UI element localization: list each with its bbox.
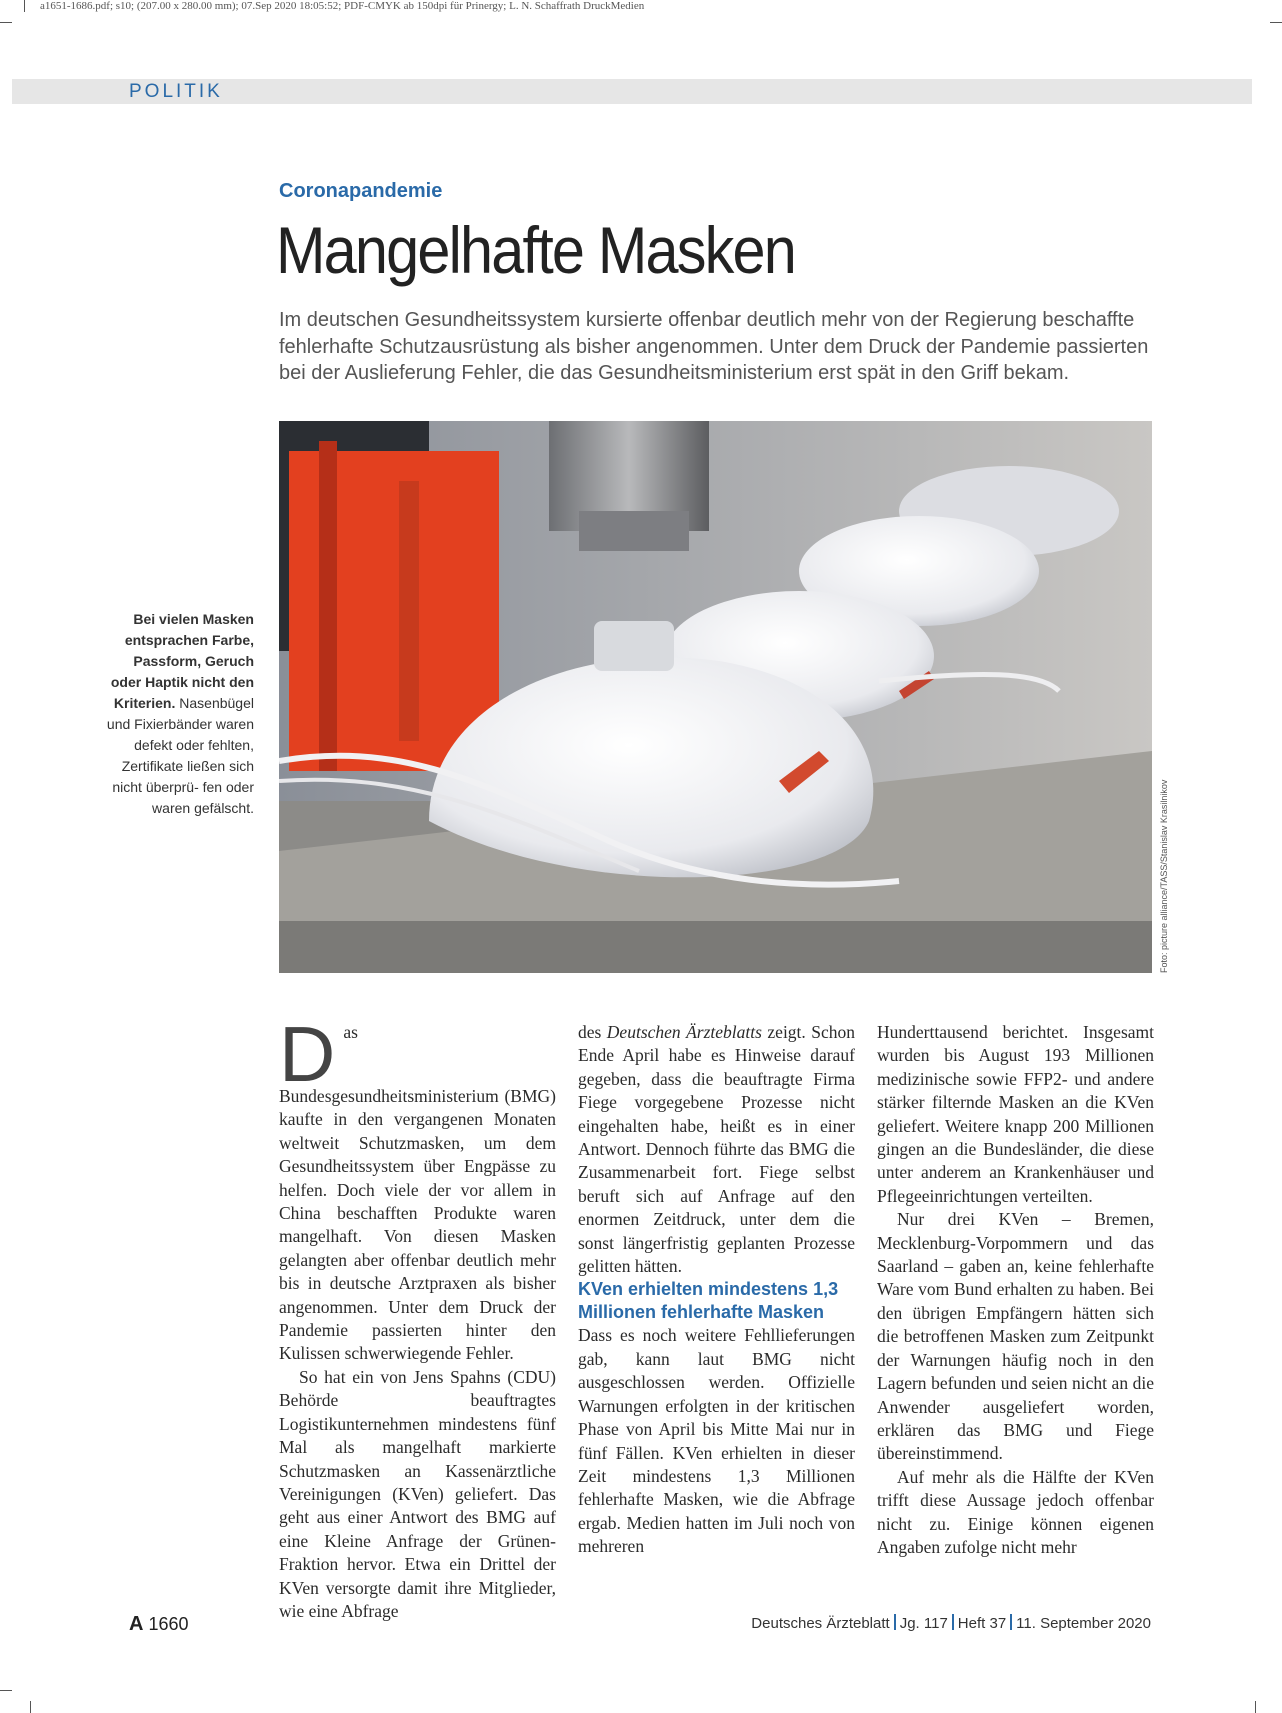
separator	[894, 1614, 896, 1630]
paragraph: Hunderttausend berichtet. Insgesamt wurden bis August 193 Millionen medizinische sowie FFP2- und andere stärker filternde Masken an die KVen geliefert. Weitere knapp 200 Millionen gingen an die Bundesländer, die diese unter anderem an Krankenhäuser und Pflegeeinrichtungen verteilten.	[877, 1022, 1154, 1206]
article-lead: Im deutschen Gesundheitssystem kursierte offenbar deutlich mehr von der Regierung beschaffte fehlerhafte Schutzausrüstung als bisher angenommen. Unter dem Druck der Pandemie passierten bei der Auslieferung Fehler, die das Gesundheitsministerium erst spät in den Griff bekam.	[279, 309, 1149, 384]
text-column-1	[279, 1010, 556, 1623]
drop-cap: D	[279, 1010, 336, 1098]
article-kicker: Coronapandemie	[279, 180, 443, 202]
paragraph	[578, 1021, 855, 1278]
section-label: POLITIK	[129, 81, 223, 102]
crop-mark	[0, 1690, 12, 1691]
issue-date: 11. September 2020	[1016, 1615, 1151, 1632]
footer-citation	[751, 1614, 1151, 1632]
page-number	[129, 1613, 189, 1636]
photo-caption	[100, 609, 254, 819]
volume: Jg. 117	[899, 1615, 948, 1632]
article-headline: Mangelhafte Masken	[276, 213, 796, 287]
paragraph-text: zeigt. Schon Ende April habe es Hinweise darauf gegeben, dass die beauftragte Firma Fiege vorgegebene Prozesse nicht eingehalten habe, heißt es in einer Antwort. Dennoch führte das BMG die Zusammenarbeit fort. Fiege selbst beruft sich auf Anfrage auf den enormen Zeitdruck, unter dem die sonst längerfristig geplanten Prozesse gelitten hätten.	[578, 1022, 856, 1277]
text-column-3	[877, 1021, 1154, 1559]
paragraph: Dass es noch weitere Fehllieferungen gab, kann laut BMG nicht ausgeschlossen werden. Offizielle Warnungen erfolgten in der kritischen Phase von April bis Mitte Mai nur in fünf Fällen. KVen erhielten in dieser Zeit mindestens 1,3 Millionen fehlerhafte Masken, wie die Abfrage ergab. Medien hatten im Juli noch von mehreren	[578, 1325, 855, 1557]
crop-mark	[30, 1701, 31, 1713]
separator	[1010, 1614, 1012, 1630]
page-number-value: 1660	[148, 1614, 189, 1634]
crop-mark	[0, 22, 12, 23]
separator	[952, 1614, 954, 1630]
journal-title: Deutsches Ärzteblatt	[751, 1615, 890, 1632]
text-column-2	[578, 1021, 855, 1559]
issue: Heft 37	[957, 1615, 1007, 1632]
caption-text: Nasenbügel und Fixierbänder waren defekt oder fehlten, Zertifikate ließen sich nicht überprü- fen oder waren gefälscht.	[106, 695, 254, 816]
print-slug: a1651-1686.pdf; s10; (207.00 x 280.00 mm); 07.Sep 2020 18:05:52; PDF-CMYK ab 150dpi für Prinergy; L. N. Schaffrath DruckMedien	[40, 0, 645, 12]
crop-mark	[24, 0, 25, 12]
crop-mark	[1255, 1701, 1256, 1713]
caption-bold: Bei vielen Masken entsprachen Farbe, Passform, Geruch oder Haptik nicht den Kriterien.	[110, 611, 254, 711]
journal-name: Deutschen Ärzteblatts	[606, 1022, 762, 1042]
crop-mark	[1270, 22, 1282, 23]
paragraph: Nur drei KVen – Bremen, Mecklenburg-Vorpommern und das Saarland – gaben an, keine fehlerhafte Ware vom Bund erhalten zu haben. Bei den übrigen Empfängern hätten sich die betroffenen Masken zum Zeitpunkt der Warnungen häufig noch in den Lagern befunden und seien nicht an die Anwender ausgeliefert worden, erklären das BMG und Fiege übereinstimmend.	[877, 1209, 1154, 1464]
page-prefix: A	[129, 1613, 144, 1635]
paragraph-text: des	[578, 1022, 607, 1042]
paragraph: Auf mehr als die Hälfte der KVen trifft diese Aussage jedoch offenbar nicht zu. Einige können eigenen Angaben zufolge nicht mehr	[877, 1466, 1154, 1557]
subheading: KVen erhielten mindestens 1,3 Millionen fehlerhafte Masken	[578, 1279, 839, 1323]
paragraph: So hat ein von Jens Spahns (CDU) Behörde beauftragtes Logistikunternehmen mindestens fünf Mal als mangelhaft markierte Schutzmasken an Kassenärztliche Vereinigungen (KVen) geliefert. Das geht aus einer Antwort des BMG auf eine Kleine Anfrage der Grünen-Fraktion hervor. Etwa ein Drittel der KVen versorgte damit ihre Mitglieder, wie eine Abfrage	[279, 1366, 556, 1621]
photo-credit: Foto: picture alliance/TASS/Stanislav Krasilnikov	[1159, 779, 1169, 973]
paragraph: as Bundesgesundheitsministerium (BMG) kaufte in den vergangenen Monaten weltweit Schutzmasken, um dem Gesundheitssystem über Engpässe zu helfen. Doch viele der vor allem in China beschafften Produkte waren mangelhaft. Von diesen Masken gelangten aber offenbar deutlich mehr bis in deutsche Arztpraxen als bisher angenommen. Unter dem Druck der Pandemie passierten hinter den Kulissen schwerwiegende Fehler.	[279, 1022, 556, 1364]
mask-production-photo	[279, 421, 1152, 973]
